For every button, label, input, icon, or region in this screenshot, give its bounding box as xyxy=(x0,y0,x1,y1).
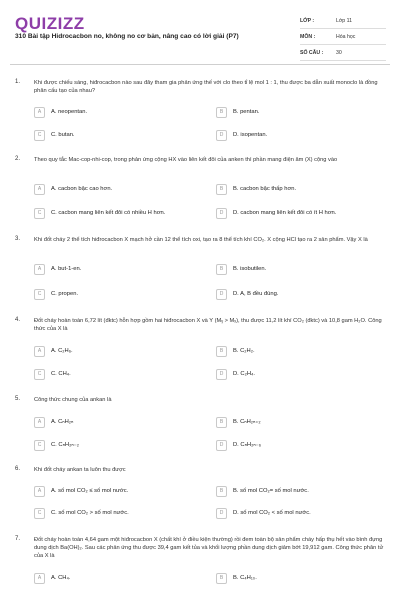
option-text: D. CₙH₂ₙ₋₆ xyxy=(233,442,262,448)
option-text: C. số mol CO₂ > số mol nước. xyxy=(51,510,129,516)
option-d[interactable] xyxy=(216,439,261,451)
option-letter: B xyxy=(216,184,227,195)
meta-row-subject xyxy=(300,29,386,45)
option-letter: C xyxy=(34,369,45,380)
option-letter: A xyxy=(34,573,45,584)
question-number: 5. xyxy=(15,396,21,402)
option-d[interactable] xyxy=(216,288,278,300)
option-a[interactable] xyxy=(34,485,128,497)
option-letter: D xyxy=(216,289,227,300)
option-letter: B xyxy=(216,107,227,118)
option-text: A. C₂H₆. xyxy=(51,348,73,354)
option-c[interactable] xyxy=(34,288,78,300)
option-letter: A xyxy=(34,346,45,357)
option-a[interactable] xyxy=(34,572,70,584)
quizizz-logo: QUIZIZZ xyxy=(15,14,85,33)
option-letter: B xyxy=(216,417,227,428)
option-letter: D xyxy=(216,369,227,380)
meta-label: LỚP : xyxy=(300,17,315,24)
option-text: C. cacbon mang liên kết đôi có nhiều H hơn. xyxy=(51,210,166,216)
question-number: 2. xyxy=(15,156,21,162)
question-text: Theo quy tắc Mac-cop-nhi-cop, trong phản ứng cộng HX vào liên kết đôi của anken thì phần mang điện âm (X) cộng vào xyxy=(34,157,338,163)
option-letter: D xyxy=(216,130,227,141)
option-letter: B xyxy=(216,264,227,275)
option-b[interactable] xyxy=(216,263,266,275)
option-letter: B xyxy=(216,486,227,497)
question-text: Đốt cháy hoàn toàn 6,72 lít (đktc) hỗn hợp gồm hai hiđrocacbon X và Y (Mᵧ > Mₓ), thu được 11,2 lít khí CO₂ (đktc) và 10,8 gam H₂O. Công thức của X là xyxy=(34,318,382,332)
question-number: 7. xyxy=(15,536,21,542)
question-text: Khi đốt cháy 2 thể tích hiđrocacbon X mạch hở cần 12 thể tích oxi, tạo ra 8 thể tích khí CO₂. X cộng HCl tạo ra 2 sản phẩm. Vậy X là xyxy=(34,237,368,243)
option-d[interactable] xyxy=(216,207,336,219)
question-number: 4. xyxy=(15,317,21,323)
option-letter: C xyxy=(34,440,45,451)
option-text: D. số mol CO₂ < số mol nước. xyxy=(233,510,311,516)
option-letter: B xyxy=(216,346,227,357)
question-number: 1. xyxy=(15,79,21,85)
option-b[interactable] xyxy=(216,416,261,428)
option-c[interactable] xyxy=(34,368,71,380)
option-text: D. C₂H₄. xyxy=(233,371,256,377)
option-d[interactable] xyxy=(216,129,267,141)
option-text: B. C₂H₂. xyxy=(233,348,255,354)
option-letter: A xyxy=(34,107,45,118)
meta-label: MÔN : xyxy=(300,33,316,40)
option-letter: A xyxy=(34,486,45,497)
option-text: C. butan. xyxy=(51,132,75,138)
option-b[interactable] xyxy=(216,345,255,357)
option-letter: A xyxy=(34,264,45,275)
option-text: B. isobutilen. xyxy=(233,266,267,272)
meta-row-count xyxy=(300,45,386,61)
option-b[interactable] xyxy=(216,106,259,118)
option-a[interactable] xyxy=(34,183,112,195)
option-b[interactable] xyxy=(216,572,257,584)
option-a[interactable] xyxy=(34,345,73,357)
question-text: Đốt cháy hoàn toàn 4,64 gam một hiđrocacbon X (chất khí ở điều kiện thường) rồi đem toàn bộ sản phẩm cháy hấp thụ hết vào bình đựng dung dịch Ba(OH)₂. Sau các phản ứng thu được 39,4 gam kết tủa và khối lượng phần dung dịch giảm bớt 19,912 gam. Công thức phân tử của X là xyxy=(34,537,384,559)
meta-value: 30 xyxy=(336,49,342,56)
question-text: Công thức chung của ankan là xyxy=(34,397,112,403)
option-a[interactable] xyxy=(34,263,81,275)
option-letter: D xyxy=(216,440,227,451)
option-a[interactable] xyxy=(34,106,87,118)
option-letter: A xyxy=(34,184,45,195)
meta-value: Lớp 11 xyxy=(336,17,352,24)
option-text: A. CH₄. xyxy=(51,575,71,581)
option-text: C. propen. xyxy=(51,291,79,297)
option-letter: C xyxy=(34,508,45,519)
option-letter: C xyxy=(34,208,45,219)
question-text: Khi được chiếu sáng, hiđrocacbon nào sau đây tham gia phản ứng thế với clo theo tỉ lệ mol 1 : 1, thu được ba dẫn xuất monoclo là đồng phân cấu tạo của nhau? xyxy=(34,80,378,94)
option-letter: C xyxy=(34,289,45,300)
option-letter: B xyxy=(216,573,227,584)
option-text: D. cacbon mang liên kết đôi có ít H hơn. xyxy=(233,210,337,216)
option-d[interactable] xyxy=(216,507,311,519)
header-divider xyxy=(10,64,390,65)
question-number: 3. xyxy=(15,236,21,242)
option-a[interactable] xyxy=(34,416,73,428)
option-text: C. CH₄. xyxy=(51,371,71,377)
option-letter: C xyxy=(34,130,45,141)
option-text: D. isopentan. xyxy=(233,132,268,138)
option-c[interactable] xyxy=(34,439,79,451)
option-text: B. cacbon bậc thấp hơn. xyxy=(233,186,297,192)
question-number: 6. xyxy=(15,466,21,472)
meta-label: SỐ CÂU : xyxy=(300,49,324,56)
option-b[interactable] xyxy=(216,485,309,497)
meta-value: Hóa học xyxy=(336,33,356,40)
meta-table xyxy=(300,13,386,61)
option-text: A. CₙH₂ₙ xyxy=(51,419,74,425)
page-title: 310 Bài tập Hidrocacbon no, không no cơ bản, nâng cao có lời giải (P7) xyxy=(15,33,239,40)
meta-row-class xyxy=(300,13,386,29)
option-letter: D xyxy=(216,508,227,519)
option-text: B. số mol CO₂= số mol nước. xyxy=(233,488,309,494)
option-text: D. A, B đều đúng. xyxy=(233,291,279,297)
option-text: A. số mol CO₂ ≤ số mol nước. xyxy=(51,488,129,494)
option-text: B. C₄H₁₀. xyxy=(233,575,257,581)
option-d[interactable] xyxy=(216,368,255,380)
option-c[interactable] xyxy=(34,129,75,141)
option-b[interactable] xyxy=(216,183,296,195)
question-text: Khi đốt cháy ankan ta luôn thu được xyxy=(34,467,126,473)
option-text: C. CₙH₂ₙ₋₂ xyxy=(51,442,79,448)
option-text: B. pentan. xyxy=(233,109,260,115)
option-c[interactable] xyxy=(34,507,129,519)
option-text: A. neopentan. xyxy=(51,109,88,115)
option-letter: A xyxy=(34,417,45,428)
option-text: A. but-1-en. xyxy=(51,266,82,272)
option-text: A. cacbon bậc cao hơn. xyxy=(51,186,113,192)
option-letter: D xyxy=(216,208,227,219)
option-c[interactable] xyxy=(34,207,165,219)
option-text: B. CₙH₂ₙ₊₂ xyxy=(233,419,261,425)
